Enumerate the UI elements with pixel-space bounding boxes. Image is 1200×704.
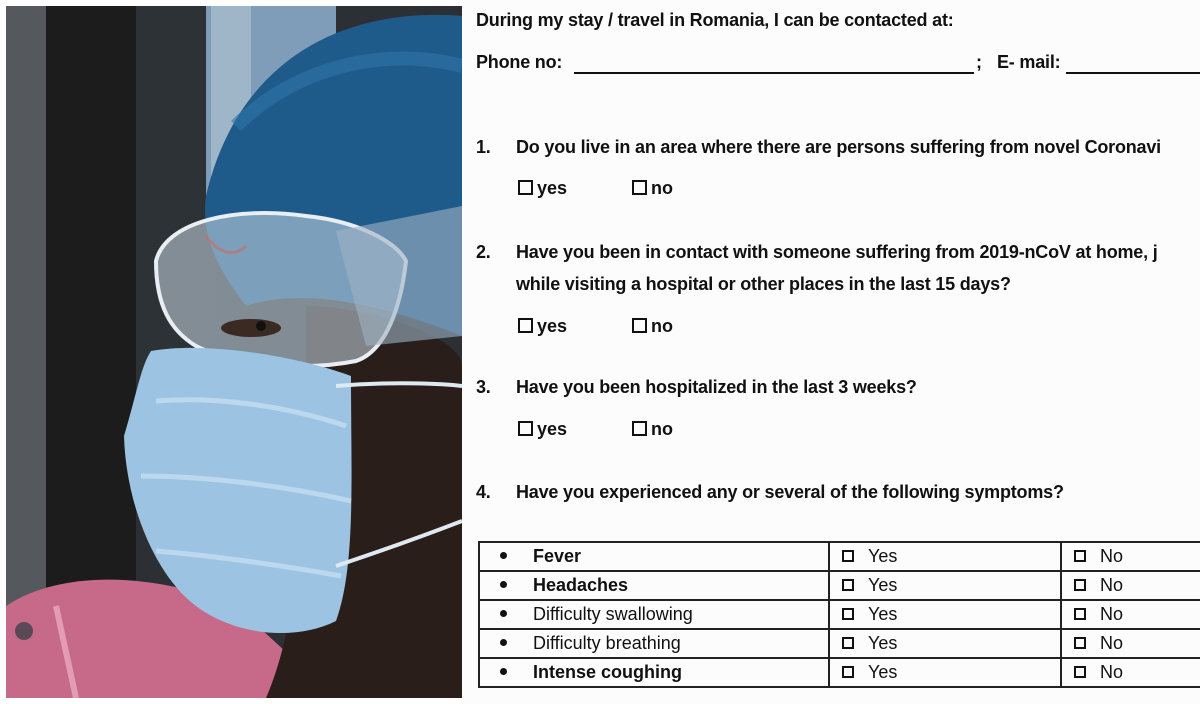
bullet-icon (500, 668, 507, 675)
question-3-text: Have you been hospitalized in the last 3 weeks? (516, 377, 917, 397)
symptom-cell: Intense coughing (479, 658, 829, 687)
field-separator: ; (976, 52, 982, 72)
symptom-no-option[interactable]: No (1061, 542, 1200, 571)
symptom-no-option[interactable]: No (1061, 658, 1200, 687)
symptom-yes-option[interactable]: Yes (829, 629, 1061, 658)
bullet-icon (500, 610, 507, 617)
symptom-cell: Difficulty swallowing (479, 600, 829, 629)
question-3-no-option[interactable]: no (632, 419, 673, 440)
checkbox-icon[interactable] (842, 637, 854, 649)
photo-illustration (6, 6, 462, 698)
checkbox-icon[interactable] (518, 180, 533, 195)
checkbox-icon[interactable] (518, 421, 533, 436)
question-1-text: Do you live in an area where there are persons suffering from novel Coronavi (516, 137, 1161, 157)
symptoms-table (478, 541, 1200, 688)
symptom-yes-option[interactable]: Yes (829, 600, 1061, 629)
question-3-number: 3. (476, 377, 491, 397)
checkbox-icon[interactable] (632, 421, 647, 436)
symptom-no-option[interactable]: No (1061, 600, 1200, 629)
table-row (479, 542, 1200, 571)
question-4-number: 4. (476, 482, 491, 502)
symptom-no-option[interactable]: No (1061, 571, 1200, 600)
bullet-icon (500, 552, 507, 559)
symptom-yes-option[interactable]: Yes (829, 542, 1061, 571)
checkbox-icon[interactable] (1074, 579, 1086, 591)
question-2-yes-option[interactable]: yes (518, 316, 567, 337)
phone-field-line[interactable] (574, 72, 974, 74)
bullet-icon (500, 639, 507, 646)
question-1-no-option[interactable]: no (632, 178, 673, 199)
symptom-no-option[interactable]: No (1061, 629, 1200, 658)
table-row (479, 571, 1200, 600)
question-2-text-continued: while visiting a hospital or other places in the last 15 days? (516, 274, 1011, 294)
table-row (479, 600, 1200, 629)
checkbox-icon[interactable] (632, 318, 647, 333)
checkbox-icon[interactable] (842, 608, 854, 620)
symptom-cell: Difficulty breathing (479, 629, 829, 658)
medical-worker-photo (6, 6, 462, 698)
symptom-cell: Headaches (479, 571, 829, 600)
table-row (479, 658, 1200, 687)
email-field-line[interactable] (1066, 72, 1200, 74)
question-2-number: 2. (476, 242, 491, 262)
checkbox-icon[interactable] (842, 550, 854, 562)
question-2-no-option[interactable]: no (632, 316, 673, 337)
checkbox-icon[interactable] (842, 579, 854, 591)
question-2-text: Have you been in contact with someone suffering from 2019-nCoV at home, j (516, 242, 1158, 262)
question-1-number: 1. (476, 137, 491, 157)
checkbox-icon[interactable] (842, 666, 854, 678)
checkbox-icon[interactable] (1074, 637, 1086, 649)
symptom-yes-option[interactable]: Yes (829, 658, 1061, 687)
checkbox-icon[interactable] (1074, 550, 1086, 562)
checkbox-icon[interactable] (632, 180, 647, 195)
table-row (479, 629, 1200, 658)
contact-heading: During my stay / travel in Romania, I can be contacted at: (476, 10, 954, 30)
symptom-cell: Fever (479, 542, 829, 571)
checkbox-icon[interactable] (1074, 666, 1086, 678)
question-1-yes-option[interactable]: yes (518, 178, 567, 199)
symptom-yes-option[interactable]: Yes (829, 571, 1061, 600)
checkbox-icon[interactable] (1074, 608, 1086, 620)
bullet-icon (500, 581, 507, 588)
checkbox-icon[interactable] (518, 318, 533, 333)
health-declaration-form (462, 0, 1200, 704)
question-3-yes-option[interactable]: yes (518, 419, 567, 440)
phone-label: Phone no: (476, 52, 563, 72)
email-label: E- mail: (997, 52, 1061, 72)
question-4-text: Have you experienced any or several of the following symptoms? (516, 482, 1064, 502)
